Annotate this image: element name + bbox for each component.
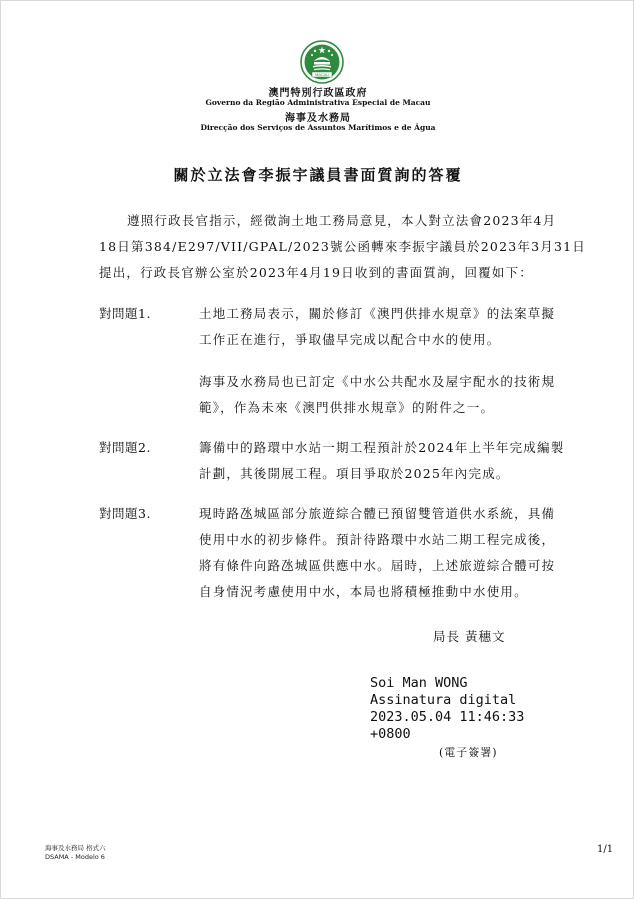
answer-line: 現時路氹城區部分旅遊綜合體已預留雙管道供水系統，具備 [199, 506, 556, 521]
document-title: 關於立法會李振宇議員書面質詢的答覆 [173, 166, 463, 184]
answer-line: 土地工務局表示，關於修訂《澳門供排水規章》的法案草擬 [199, 306, 556, 321]
emblem-label: MACAU [315, 72, 329, 77]
answer-line: 工作正在進行，爭取儘早完成以配合中水的使用。 [199, 332, 501, 347]
answer-line: 將有條件向路氹城區供應中水。屆時，上述旅遊綜合體可按 [199, 558, 556, 573]
signer-name: 局長 黃穗文 [433, 629, 506, 644]
answer-line: 籌備中的路環中水站一期工程預計於2024年上半年完成編製 [199, 440, 565, 455]
page-number: 1/1 [597, 844, 614, 855]
answer-line: 計劃，其後開展工程。項目爭取於2025年內完成。 [199, 466, 510, 481]
answer-line: 使用中水的初步條件。預計待路環中水站二期工程完成後， [199, 532, 556, 547]
intro-line: 提出，行政長官辦公室於2023年4月19日收到的書面質詢，回覆如下： [99, 265, 533, 280]
electronic-signature-note: (電子簽署) [439, 746, 498, 759]
answer-line: 範》，作為未來《澳門供排水規章》的附件之一。 [199, 400, 495, 415]
footer-form-pt: DSAMA - Modelo 6 [45, 853, 105, 861]
answer-line: 自身情況考慮使用中水，本局也將積極推動中水使用。 [199, 584, 528, 599]
header-government-zh: 澳門特別行政區政府 [268, 88, 368, 99]
header-department-pt: Direcção dos Serviços de Assuntos Marítimos e de Água [200, 123, 436, 132]
header-government-pt: Governo da Região Administrativa Especial de Macau [205, 98, 431, 107]
answer-line: 海事及水務局也已訂定《中水公共配水及屋宇配水的技術規 [199, 374, 556, 389]
answer-label: 對問題2. [99, 440, 151, 455]
macau-emblem-icon [300, 40, 344, 84]
header-department-zh: 海事及水務局 [285, 113, 351, 124]
intro-line: 18日第384/E297/VII/GPAL/2023號公函轉來李振宇議員於2023年3月31日 [99, 239, 586, 254]
answer-label: 對問題1. [99, 306, 151, 321]
intro-line: 遵照行政長官指示，經徵詢土地工務局意見，本人對立法會2023年4月 [127, 213, 557, 228]
answer-label: 對問題3. [99, 506, 151, 521]
digital-signature-block: Soi Man WONG Assinatura digital 2023.05.04 11:46:33 +0800 [370, 675, 525, 742]
footer-form-zh: 海事及水務局 格式六 [45, 844, 106, 852]
